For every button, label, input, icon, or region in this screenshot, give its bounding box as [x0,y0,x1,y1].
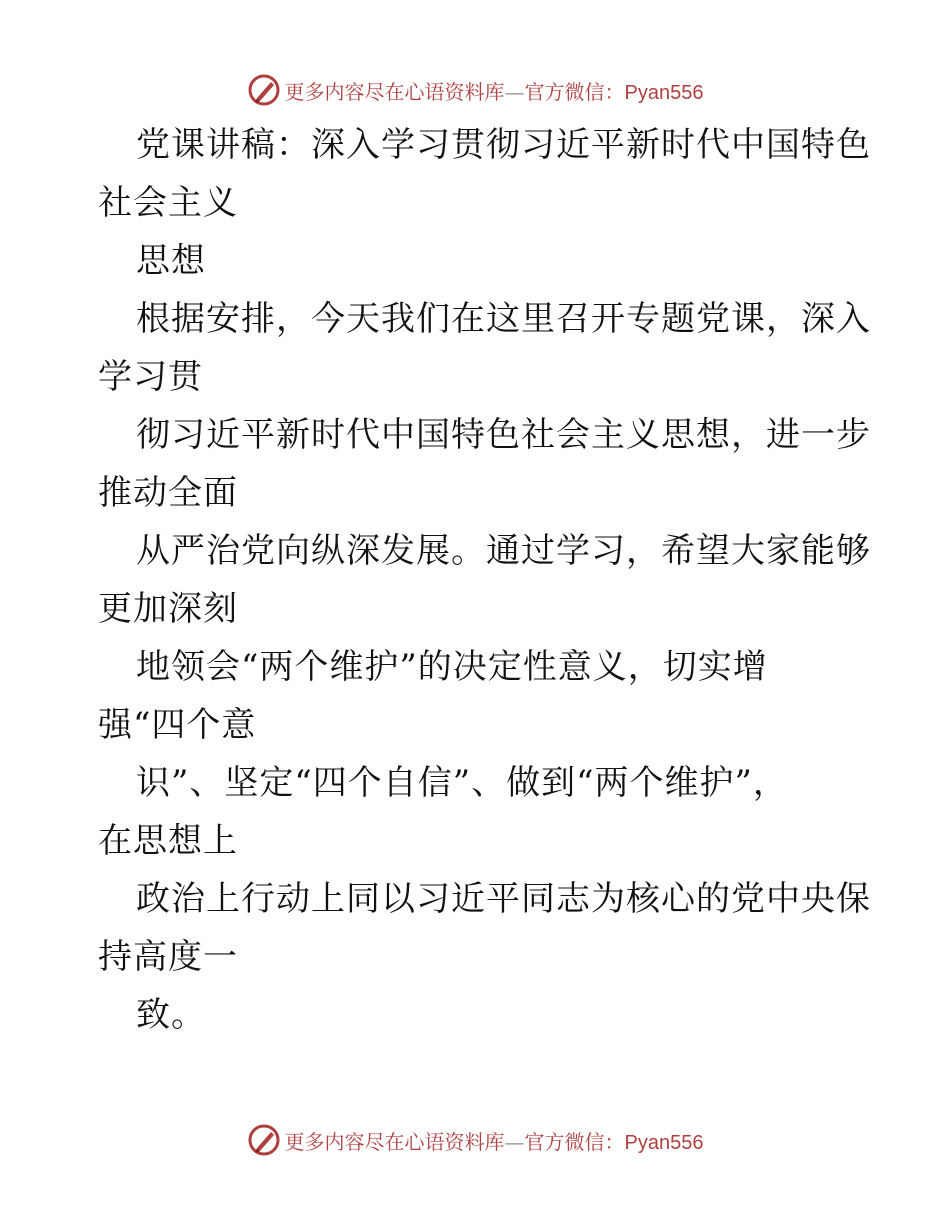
document-line: 致。 [136,995,206,1035]
document-body [98,116,871,1044]
document-line: 在思想上 [98,821,238,861]
document-line: 思想 [136,241,206,281]
banner-dash: — [504,1129,525,1154]
document-line: 更加深刻 [98,589,238,629]
header-banner [0,70,950,110]
pen-logo-icon [247,1123,281,1157]
banner-site-text: 更多内容尽在心语资料库 [284,79,505,104]
document-line: 社会主义 [98,183,238,223]
footer-banner [0,1120,950,1160]
document-line: 学习贯 [98,357,203,397]
pen-logo-icon [247,73,281,107]
banner-wechat-handle: Pyan556 [624,81,704,104]
banner-dash: — [504,79,525,104]
document-line: 党课讲稿：深入学习贯彻习近平新时代中国特色 [136,125,871,165]
document-line: 地领会“两个维护”的决定性意义，切实增 [136,647,768,687]
document-line: 推动全面 [98,473,238,513]
banner-wechat-label: 官方微信： [524,79,625,104]
document-line: 持高度一 [98,937,238,977]
banner-site-text: 更多内容尽在心语资料库 [284,1129,505,1154]
document-line: 强“四个意 [98,705,257,745]
document-line: 从严治党向纵深发展。通过学习，希望大家能够 [136,531,871,571]
document-line: 政治上行动上同以习近平同志为核心的党中央保 [136,879,871,919]
banner-wechat-handle: Pyan556 [624,1131,704,1154]
footer-banner-text [285,1126,704,1155]
document-line: 根据安排，今天我们在这里召开专题党课，深入 [136,299,871,339]
document-line: 彻习近平新时代中国特色社会主义思想，进一步 [136,415,871,455]
banner-wechat-label: 官方微信： [524,1129,625,1154]
document-line: 识”、坚定“四个自信”、做到“两个维护”， [136,763,788,803]
header-banner-text [285,76,704,105]
